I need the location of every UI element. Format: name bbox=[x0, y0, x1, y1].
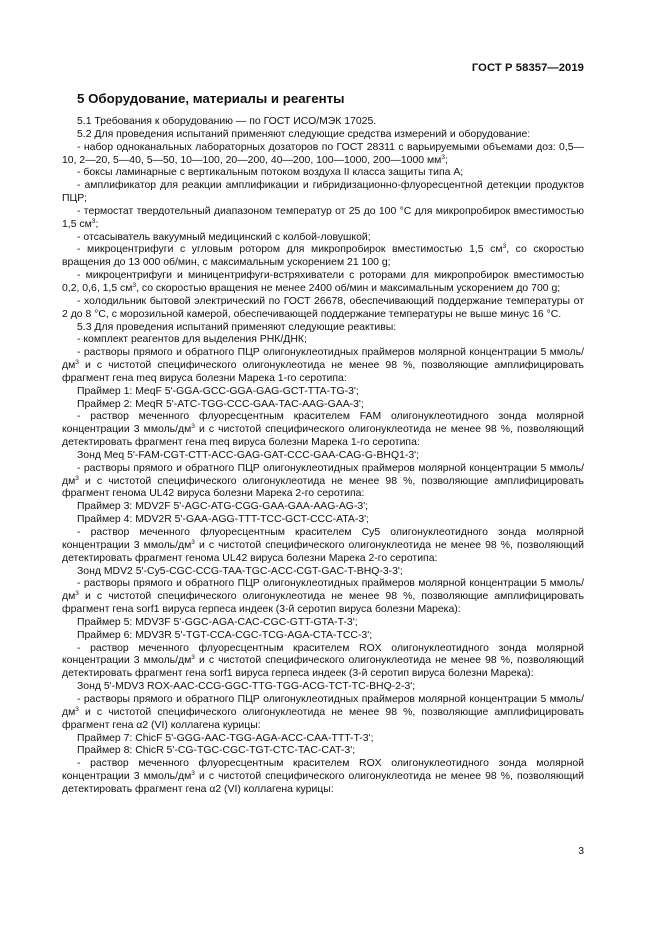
paragraph bbox=[62, 463, 584, 502]
text-segment: - растворы прямого и обратного ПЦР олигонуклеотидных праймеров молярной концентрации 5 ммоль/дм bbox=[62, 693, 584, 718]
text-segment: Зонд MDV2 5'-Cy5-CGC-CCG-TAA-TGC-ACC-CGT-GAC-T-BHQ-3-3'; bbox=[77, 565, 403, 577]
superscript: 3 bbox=[75, 705, 79, 713]
paragraph bbox=[62, 347, 584, 386]
text-segment: Праймер 6: MDV3R 5'-TGT-CCA-CGC-TCG-AGA-CTA-TCC-3'; bbox=[77, 629, 373, 641]
text-segment: - раствор меченного флуоресцентным красителем Cy5 олигонуклеотидного зонда молярной концентрации 3 ммоль/дм bbox=[62, 527, 584, 551]
paragraph bbox=[62, 643, 584, 682]
superscript: 3 bbox=[191, 423, 195, 431]
paragraph bbox=[62, 116, 584, 129]
page-number: 3 bbox=[578, 846, 584, 857]
paragraph bbox=[62, 514, 584, 527]
text-segment: и с чистотой специфического олигонуклеотида не менее 98 %, позволяющий детектировать фрагмент гена α2 (VI) коллагена курицы: bbox=[62, 771, 584, 795]
text-segment: - амплификатор для реакции амплификации и гибридизационно-флуоресцентной детекции продуктов ПЦР; bbox=[62, 180, 584, 205]
text-segment: ; bbox=[444, 154, 448, 166]
text-segment: - термостат твердотельный диапазоном температур от 25 до 100 °С для микропробирок вместимостью 1,5 см bbox=[62, 205, 584, 230]
text-segment: и с чистотой специфического олигонуклеотида не менее 98 %, позволяющие амплифицировать фрагмент гена meq вируса болезни Марека 1-го серотипа: bbox=[62, 360, 584, 384]
superscript: 3 bbox=[191, 538, 195, 546]
paragraph bbox=[62, 501, 584, 514]
paragraph bbox=[62, 270, 584, 296]
paragraph bbox=[62, 566, 584, 579]
paragraph bbox=[62, 129, 584, 142]
text-segment: и с чистотой специфического олигонуклеотида не менее 98 %, позволяющие амплифицировать фрагмент гена sorf1 вируса герпеса индеек (3-й серотип вируса болезни Марека): bbox=[62, 591, 584, 616]
paragraph bbox=[62, 411, 584, 450]
superscript: 3 bbox=[75, 590, 79, 598]
paragraph bbox=[62, 334, 584, 347]
text-segment: и с чистотой специфического олигонуклеотида не менее 98 %, позволяющий детектировать фрагмент гена sorf1 вируса герпеса индеек (3-й серотип вируса болезни Марека): bbox=[62, 655, 584, 680]
superscript: 3 bbox=[502, 243, 507, 251]
paragraph bbox=[62, 206, 584, 232]
text-segment: и с чистотой специфического олигонуклеотида не менее 98 %, позволяющий детектировать фрагмент гена meq вируса болезни Марека 1-го серотипа: bbox=[62, 424, 584, 449]
superscript: 3 bbox=[132, 281, 137, 289]
section-body bbox=[62, 116, 584, 797]
paragraph bbox=[62, 681, 584, 694]
text-segment: Праймер 2: MeqR 5'-ATC-TGG-CCC-GAA-TAC-AAG-GAA-3'; bbox=[77, 398, 364, 410]
text-segment: , со скоростью вращения до 13 000 об/мин, с максимальным ускорением 21 100 g; bbox=[62, 244, 584, 269]
section-heading: 5 Оборудование, материалы и реагенты bbox=[77, 91, 345, 106]
paragraph bbox=[62, 617, 584, 630]
text-segment: Зонд Meq 5'-FAM-CGT-CTT-ACC-GAG-GAT-CCC-GAA-CAG-G-BHQ1-3'; bbox=[77, 449, 420, 461]
text-segment: - набор одноканальных лабораторных дозаторов по ГОСТ 28311 с варьируемыми объемами доз: 0,5—10, 2—20, 5—40, 5—50, 10—100, 20—200, 40—200, 100—1000, 200—1000 мм bbox=[62, 141, 584, 166]
text-segment: 5.3 Для проведения испытаний применяют следующие реактивы: bbox=[77, 321, 397, 333]
paragraph bbox=[62, 578, 584, 617]
paragraph bbox=[62, 386, 584, 399]
superscript: 3 bbox=[441, 153, 445, 161]
paragraph bbox=[62, 322, 584, 335]
paragraph bbox=[62, 745, 584, 758]
text-segment: - микроцентрифуги с угловым ротором для микропробирок вместимостью 1,5 см bbox=[77, 244, 503, 256]
paragraph bbox=[62, 733, 584, 746]
superscript: 3 bbox=[191, 770, 195, 778]
text-segment: и с чистотой специфического олигонуклеотида не менее 98 %, позволяющий детектировать фрагмент генома UL42 вируса болезни Марека 2-го серотипа: bbox=[62, 539, 584, 564]
text-segment: Зонд 5'-MDV3 ROX-AAC-CCG-GGC-TTG-TGG-ACG-TCT-TC-BHQ-2-3'; bbox=[77, 681, 416, 693]
superscript: 3 bbox=[75, 474, 79, 482]
text-segment: - растворы прямого и обратного ПЦР олигонуклеотидных праймеров молярной концентрации 5 ммоль/дм bbox=[62, 578, 584, 603]
paragraph bbox=[62, 142, 584, 168]
text-segment: - комплект реагентов для выделения РНК/ДНК; bbox=[77, 334, 307, 346]
superscript: 3 bbox=[91, 217, 96, 225]
text-segment: ; bbox=[95, 218, 99, 230]
text-segment: и с чистотой специфического олигонуклеотида не менее 98 %, позволяющие амплифицировать фрагмент генома UL42 вируса болезни Марека 2-го серотипа: bbox=[62, 475, 584, 500]
text-segment: и с чистотой специфического олигонуклеотида не менее 98 %, позволяющие амплифицировать фрагмент гена α2 (VI) коллагена курицы: bbox=[62, 706, 584, 731]
text-segment: 5.2 Для проведения испытаний применяют следующие средства измерений и оборудование: bbox=[77, 128, 531, 140]
text-segment: Праймер 8: ChicR 5'-CG-TGC-CGC-TGT-CTC-TAC-CAT-3'; bbox=[77, 745, 356, 757]
text-segment: , со скоростью вращения не менее 2400 об/мин и максимальным ускорением до 700 g; bbox=[136, 282, 561, 294]
paragraph bbox=[62, 180, 584, 206]
paragraph bbox=[62, 630, 584, 643]
paragraph bbox=[62, 244, 584, 270]
document-header-id: ГОСТ Р 58357—2019 bbox=[471, 62, 584, 74]
paragraph bbox=[62, 694, 584, 733]
text-segment: - растворы прямого и обратного ПЦР олигонуклеотидных праймеров молярной концентрации 5 ммоль/дм bbox=[62, 347, 584, 372]
paragraph bbox=[62, 296, 584, 322]
paragraph bbox=[62, 399, 584, 412]
text-segment: - боксы ламинарные с вертикальным потоком воздуха II класса защиты типа А; bbox=[77, 167, 464, 179]
paragraph bbox=[62, 167, 584, 180]
paragraph bbox=[62, 450, 584, 463]
text-segment: - раствор меченного флуоресцентным красителем FAM олигонуклеотидного зонда молярной концентрации 3 ммоль/дм bbox=[62, 411, 584, 436]
text-segment: - отсасыватель вакуумный медицинский с колбой-ловушкой; bbox=[77, 231, 371, 243]
superscript: 3 bbox=[191, 654, 195, 662]
text-segment: - раствор меченного флуоресцентным красителем ROX олигонуклеотидного зонда молярной концентрации 3 ммоль/дм bbox=[62, 758, 584, 783]
text-segment: - холодильник бытовой электрический по ГОСТ 26678, обеспечивающий поддержание температуры от 2 до 8 °С, с морозильной камерой, обеспечивающей поддержание температуры не выше минус 16 °С. bbox=[62, 295, 584, 320]
superscript: 3 bbox=[75, 359, 79, 367]
text-segment: - растворы прямого и обратного ПЦР олигонуклеотидных праймеров молярной концентрации 5 ммоль/дм bbox=[62, 462, 584, 487]
text-segment: Праймер 5: MDV3F 5'-GGC-AGA-CAC-CGC-GTT-GTA-T-3'; bbox=[77, 616, 358, 628]
text-segment: Праймер 1: MeqF 5'-GGA-GCC-GGA-GAG-GCT-TTA-TG-3'; bbox=[77, 385, 359, 397]
paragraph bbox=[62, 758, 584, 797]
text-segment: 5.1 Требования к оборудованию — по ГОСТ ИСО/МЭК 17025. bbox=[77, 116, 377, 127]
text-segment: Праймер 4: MDV2R 5'-GAA-AGG-TTT-TCC-GCT-CCC-ATA-3'; bbox=[77, 514, 370, 526]
paragraph bbox=[62, 527, 584, 566]
text-segment: Праймер 3: MDV2F 5'-AGC-ATG-CGG-GAA-GAA-AAG-AG-3'; bbox=[77, 501, 369, 513]
text-segment: Праймер 7: ChicF 5'-GGG-AAC-TGG-AGA-ACC-CAA-TTT-T-3'; bbox=[77, 732, 374, 744]
text-segment: - микроцентрифуги и миницентрифуги-встряхиватели с роторами для микропробирок вместимостью 0,2, 0,6, 1,5 см bbox=[62, 270, 584, 294]
text-segment: - раствор меченного флуоресцентным красителем ROX олигонуклеотидного зонда молярной концентрации 3 ммоль/дм bbox=[62, 642, 584, 667]
